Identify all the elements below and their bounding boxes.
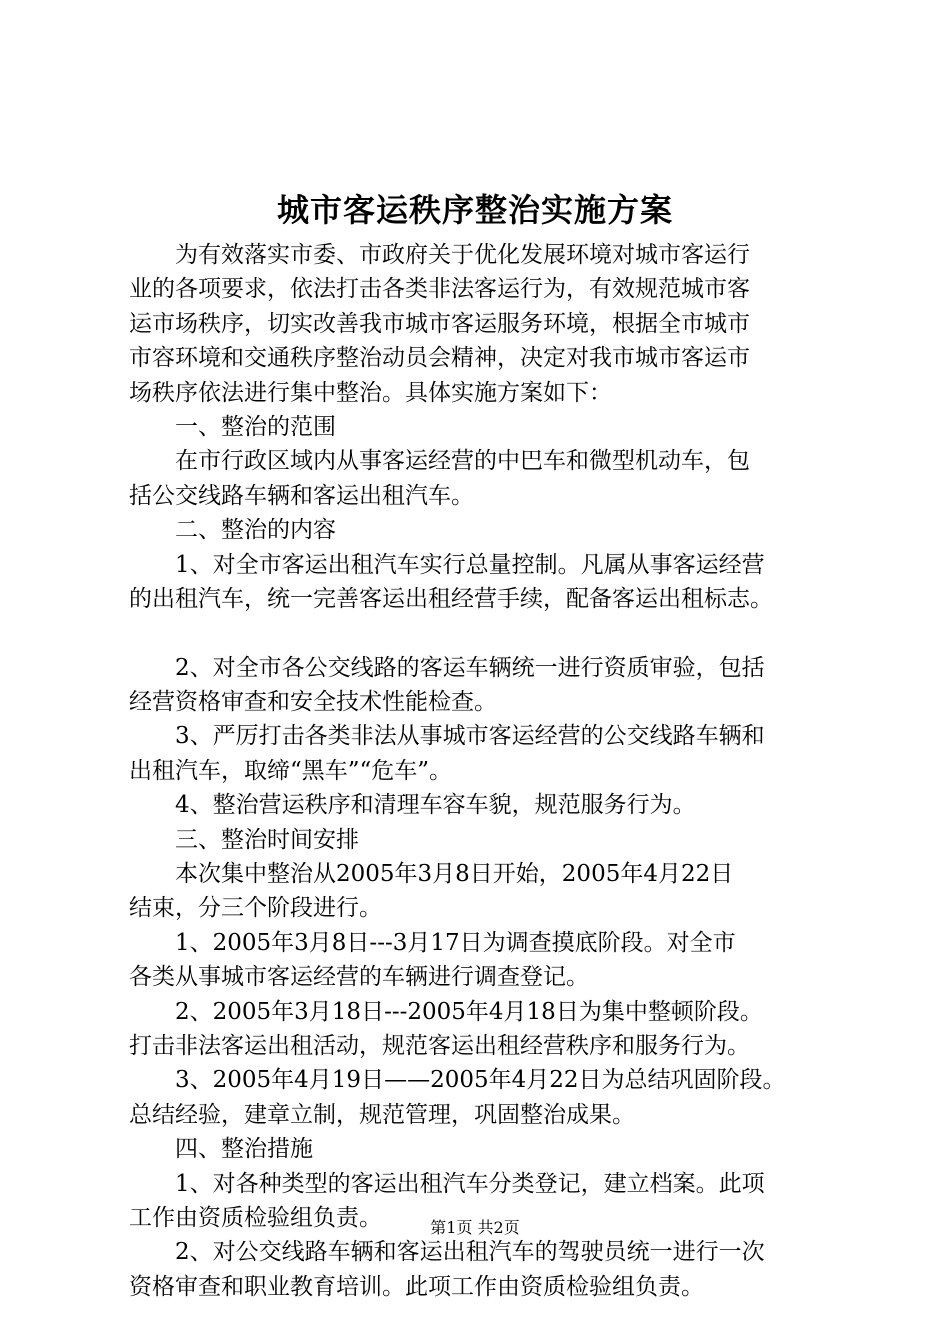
document-body [129,238,859,1304]
body-line: 2、2005年3月18日---2005年4月18日为集中整顿阶段。 [129,998,763,1025]
body-line: 4、整治营运秩序和清理车容车貌，规范服务行为。 [129,792,696,819]
body-line: 本次集中整治从2005年3月8日开始，2005年4月22日 [129,861,734,888]
body-line: 1、对各种类型的客运出租汽车分类登记，建立档案。此项 [129,1170,765,1197]
body-line: 市容环境和交通秩序整治动员会精神，决定对我市城市客运市 [129,345,750,372]
body-line: 资格审查和职业教育培训。此项工作由资质检验组负责。 [129,1273,704,1300]
body-line: 1、对全市客运出租汽车实行总量控制。凡属从事客运经营 [129,551,765,578]
body-line: 工作由资质检验组负责。 [129,1204,382,1231]
body-line: 总结经验，建章立制，规范管理，巩固整治成果。 [129,1101,635,1128]
document-title: 城市客运秩序整治实施方案 [276,191,673,229]
body-line: 经营资格审查和安全技术性能检查。 [129,689,497,716]
body-line: 3、严厉打击各类非法从事城市客运经营的公交线路车辆和 [129,723,765,750]
body-line: 2、对全市各公交线路的客运车辆统一进行资质审验，包括 [129,654,765,681]
body-line: 打击非法客运出租活动，规范客运出租经营秩序和服务行为。 [129,1032,750,1059]
page-number: 第1页 共2页 [430,1218,520,1237]
section-heading: 四、整治措施 [129,1136,313,1163]
section-heading: 一、整治的范围 [129,413,336,440]
body-line: 各类从事城市客运经营的车辆进行调查登记。 [129,964,589,991]
body-line: 为有效落实市委、市政府关于优化发展环境对城市客运行 [129,242,750,268]
blank-line [129,616,859,650]
section-heading: 二、整治的内容 [129,517,336,544]
body-line: 结束，分三个阶段进行。 [129,895,382,922]
body-line: 3、2005年4月19日——2005年4月22日为总结巩固阶段。 [129,1067,786,1094]
body-line: 运市场秩序，切实改善我市城市客运服务环境，根据全市城市 [129,310,750,337]
section-heading: 三、整治时间安排 [129,826,359,853]
body-line: 场秩序依法进行集中整治。具体实施方案如下： [129,379,612,406]
body-line: 1、2005年3月8日---3月17日为调查摸底阶段。对全市 [129,929,736,956]
body-line: 在市行政区域内从事客运经营的中巴车和微型机动车，包 [129,448,750,475]
body-line: 出租汽车，取缔“黑车”“危车”。 [129,757,453,784]
body-line: 业的各项要求，依法打击各类非法客运行为，有效规范城市客 [129,276,750,303]
body-line: 的出租汽车，统一完善客运出租经营手续，配备客运出租标志。 [129,585,773,612]
body-line: 括公交线路车辆和客运出租汽车。 [129,482,474,509]
body-line: 2、对公交线路车辆和客运出租汽车的驾驶员统一进行一次 [129,1239,765,1266]
